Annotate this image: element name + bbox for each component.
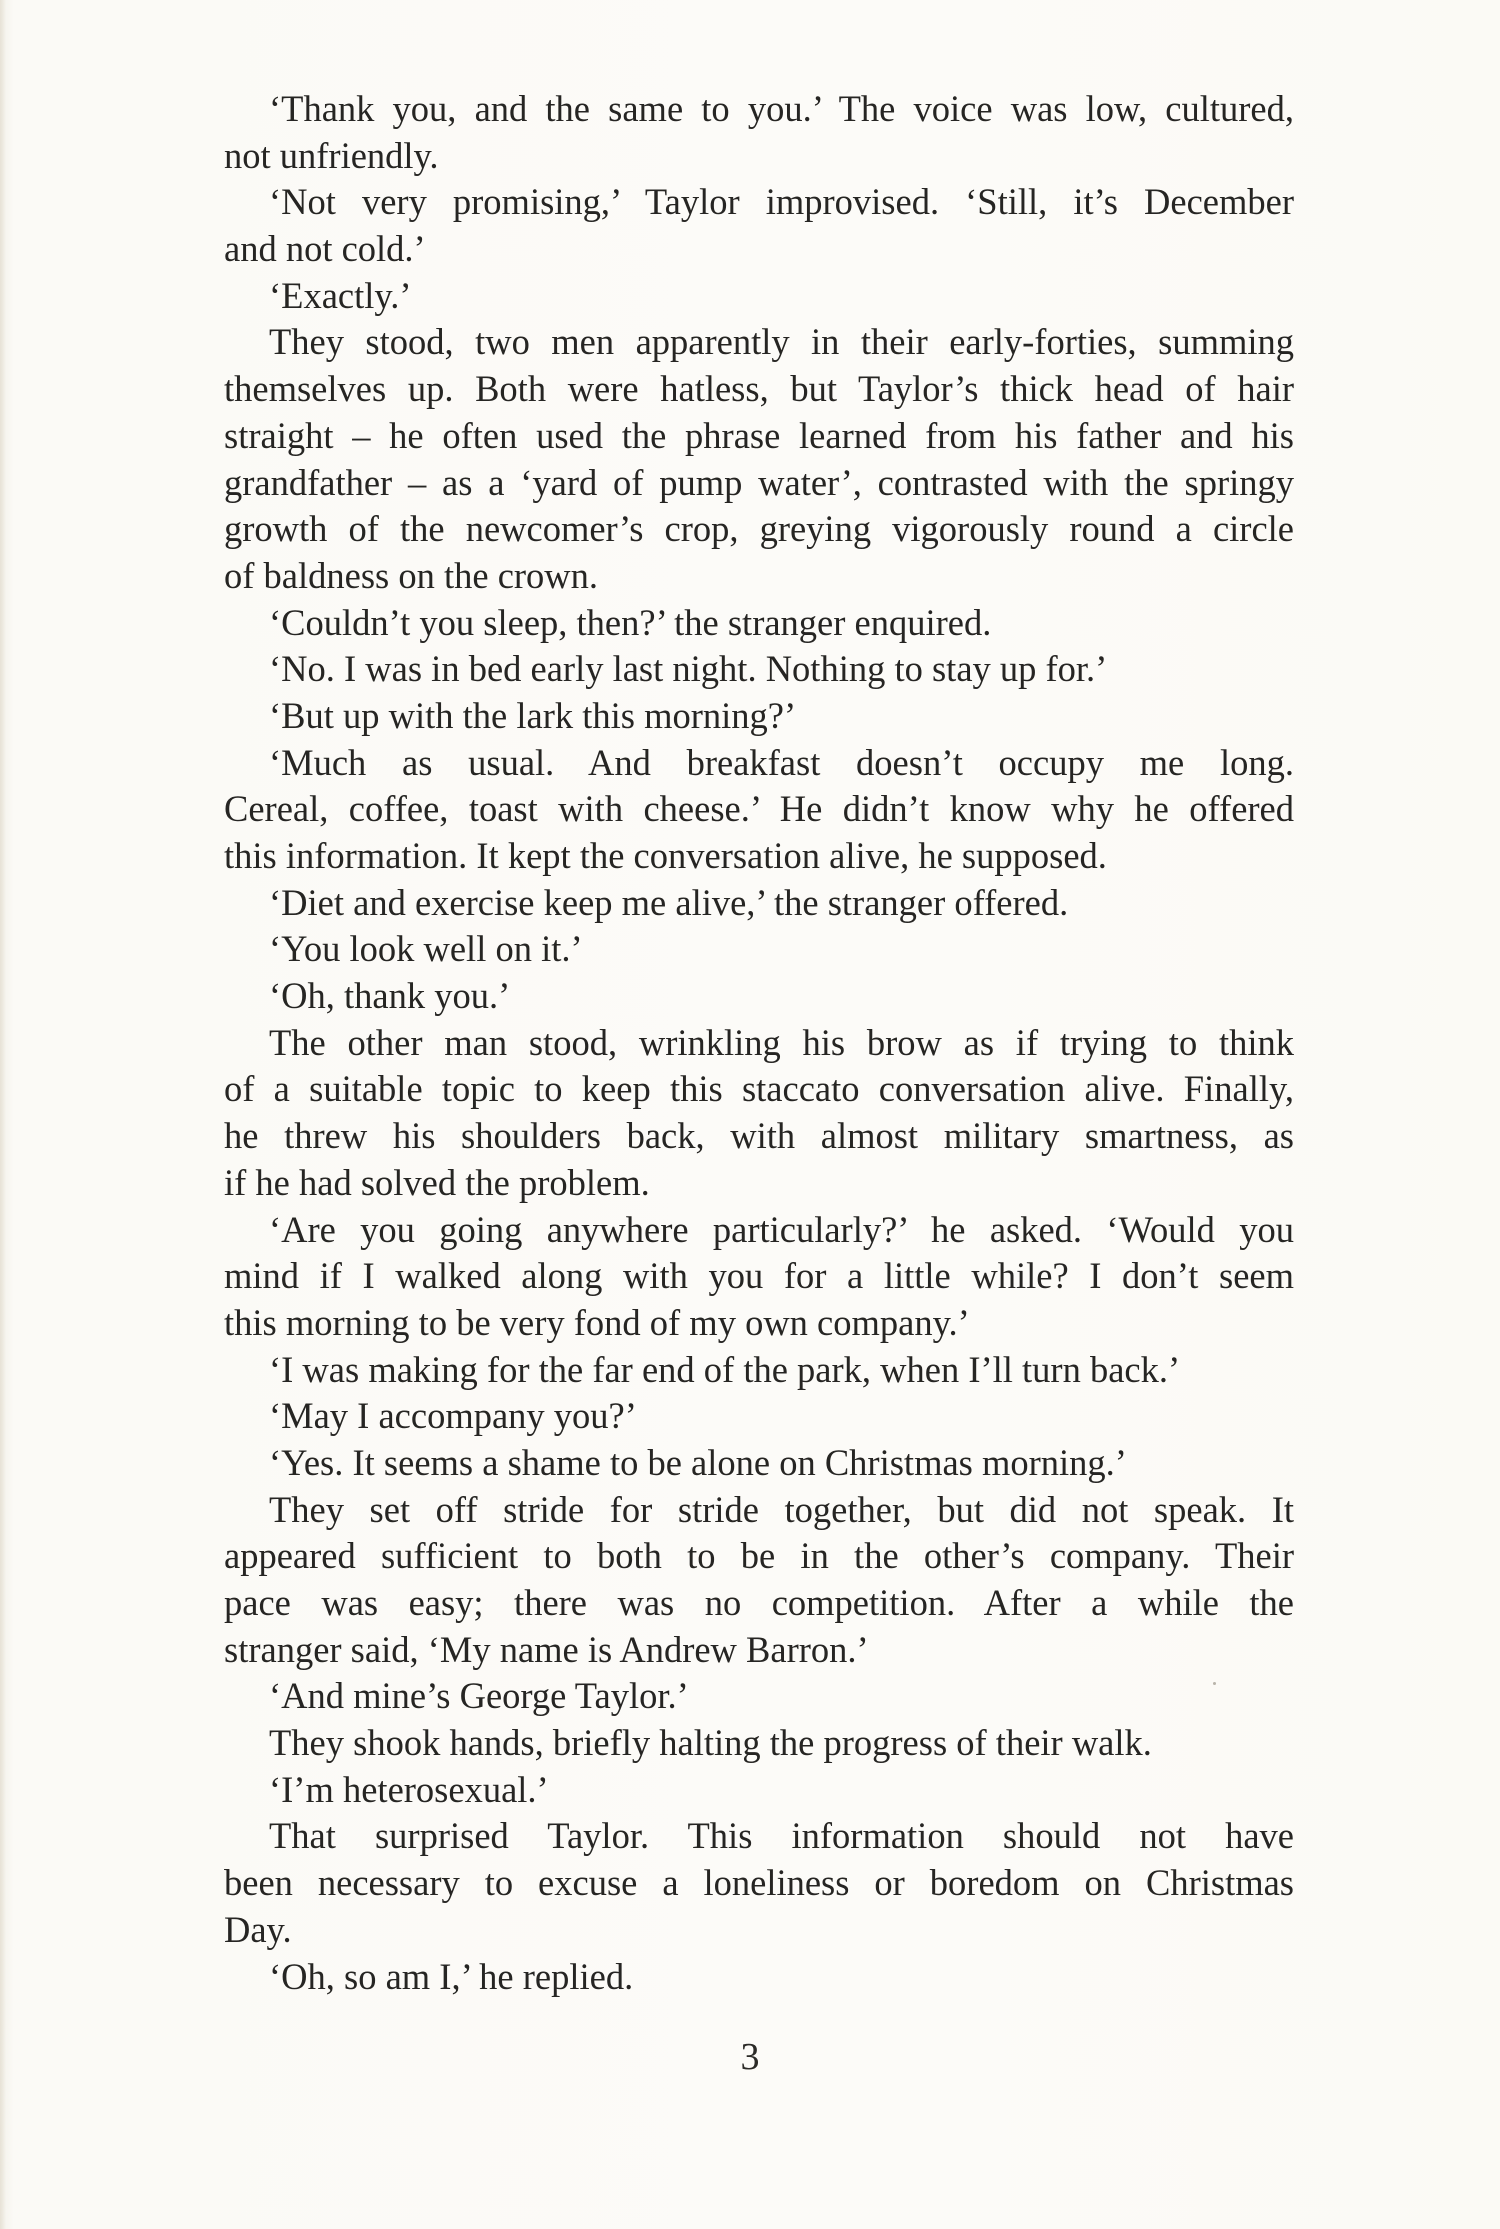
page-number: 3 [740,2036,760,2078]
text-line: ‘May I accompany you?’ [269,1395,637,1437]
text-line: ‘Thank you, and the same to you.’ The voice was low, cultured, [269,88,1294,129]
text-line: The other man stood, wrinkling his brow as if trying to think [269,1021,1294,1063]
page-edge-shadow [0,0,6,2229]
text-line: That surprised Taylor. This information should not have [269,1815,1294,1857]
text-line: mind if I walked along with you for a little while? I don’t seem [224,1255,1294,1297]
text-line: ‘No. I was in bed early last night. Nothing to stay up for.’ [269,648,1108,690]
text-line: Cereal, coffee, toast with cheese.’ He didn’t know why he offered [224,788,1294,830]
text-line: ‘Oh, thank you.’ [269,975,511,1017]
text-line: appeared sufficient to both to be in the other’s company. Their [224,1535,1294,1577]
text-line: ‘Are you going anywhere particularly?’ he asked. ‘Would you [269,1208,1294,1250]
text-line: and not cold.’ [224,228,426,270]
text-line: grandfather – as a ‘yard of pump water’, contrasted with the springy [224,461,1294,503]
text-line: ‘Oh, so am I,’ he replied. [269,1955,634,1997]
text-line: ‘Diet and exercise keep me alive,’ the stranger offered. [269,881,1069,923]
text-line: he threw his shoulders back, with almost military smartness, as [224,1115,1294,1157]
text-line: of a suitable topic to keep this staccato conversation alive. Finally, [224,1068,1294,1110]
text-line: of baldness on the crown. [224,554,599,596]
text-line: themselves up. Both were hatless, but Taylor’s thick head of hair [224,368,1294,410]
text-line: if he had solved the problem. [224,1161,650,1203]
text-line: They stood, two men apparently in their early-forties, summing [269,321,1294,363]
text-line: pace was easy; there was no competition. After a while the [224,1582,1294,1623]
text-line: straight – he often used the phrase learned from his father and his [224,414,1294,456]
text-line: ‘Exactly.’ [269,274,412,316]
text-line: stranger said, ‘My name is Andrew Barron.’ [224,1628,869,1670]
text-line: not unfriendly. [224,134,439,176]
text-line: been necessary to excuse a loneliness or boredom on Christmas [224,1862,1294,1904]
text-line: ‘You look well on it.’ [269,928,583,970]
text-line: They shook hands, briefly halting the progress of their walk. [269,1722,1152,1764]
text-line: ‘Much as usual. And breakfast doesn’t occupy me long. [269,741,1294,783]
text-line: ‘Couldn’t you sleep, then?’ the stranger enquired. [269,601,992,643]
text-line: ‘Yes. It seems a shame to be alone on Christmas morning.’ [269,1441,1127,1483]
text-line: Day. [224,1908,292,1950]
body-text [224,86,1294,2000]
text-line: They set off stride for stride together, but did not speak. It [269,1488,1294,1530]
text-line: growth of the newcomer’s crop, greying vigorously round a circle [224,508,1294,550]
text-line: ‘But up with the lark this morning?’ [269,694,797,736]
text-line: this information. It kept the conversation alive, he supposed. [224,835,1107,876]
text-line: ‘I’m heterosexual.’ [269,1768,549,1810]
text-line: ‘Not very promising,’ Taylor improvised. ‘Still, it’s December [269,181,1294,223]
text-line: this morning to be very fond of my own company.’ [224,1301,970,1343]
text-line: ‘I was making for the far end of the park, when I’ll turn back.’ [269,1348,1181,1390]
text-line: ‘And mine’s George Taylor.’ [269,1675,689,1717]
